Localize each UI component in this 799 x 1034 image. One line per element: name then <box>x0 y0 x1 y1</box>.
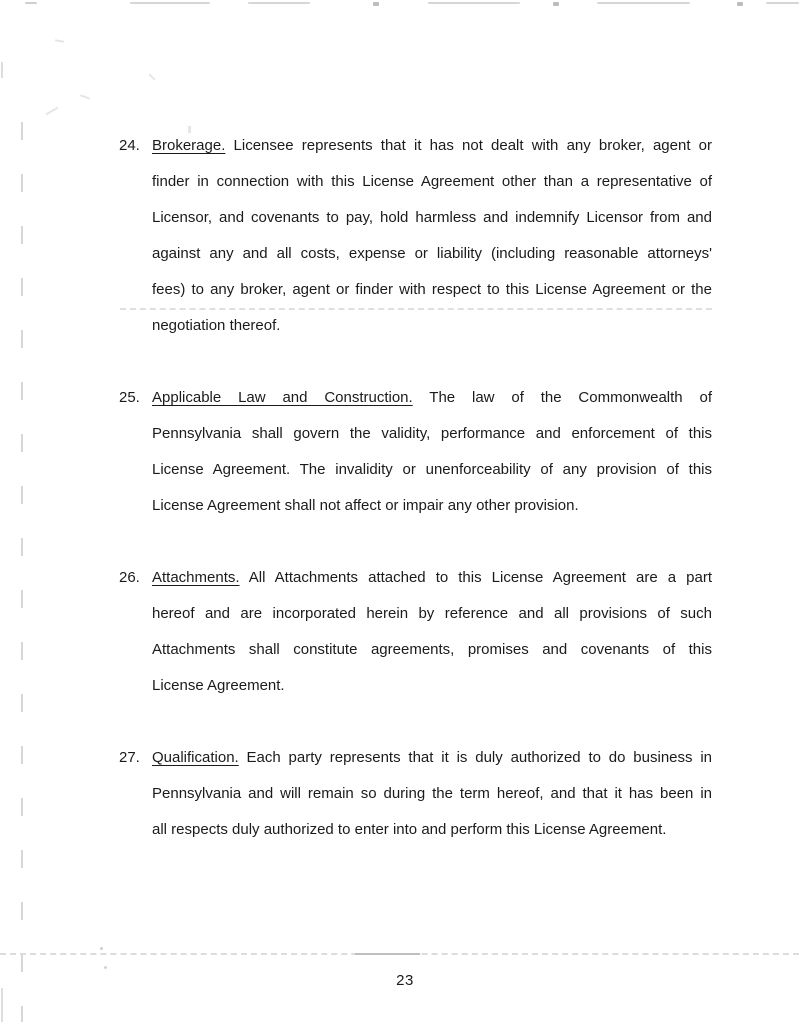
scan-artifact <box>1 62 3 78</box>
text-line: License Agreement shall not affect or impair any other provision. <box>152 497 579 514</box>
text-line: hereof and are incorporated herein by reference and all provisions of such <box>152 605 712 622</box>
paragraph <box>119 380 712 524</box>
page-number: 23 <box>396 972 414 989</box>
text-line: Applicable Law and Construction. The law of the Commonwealth of <box>152 389 712 406</box>
scan-artifact <box>130 2 210 4</box>
text-line: Licensor, and covenants to pay, hold harmless and indemnify Licensor from and <box>152 209 712 226</box>
paragraph-number: 25. <box>119 389 140 406</box>
text-line: Qualification. Each party represents that it is duly authorized to do business in <box>152 749 712 766</box>
section-heading: Qualification. <box>152 749 239 766</box>
paragraph-number: 27. <box>119 749 140 766</box>
scan-artifact <box>597 2 690 4</box>
text-line: Pennsylvania shall govern the validity, performance and enforcement of this <box>152 425 712 442</box>
scan-artifact <box>100 947 103 950</box>
paragraph-number: 26. <box>119 569 140 586</box>
document-body <box>119 128 712 884</box>
scan-artifact <box>553 2 559 6</box>
scan-artifact <box>148 73 155 80</box>
scan-artifact <box>355 953 420 955</box>
text-line: Brokerage. Licensee represents that it has not dealt with any broker, agent or <box>152 137 712 154</box>
scan-artifact <box>21 122 23 1022</box>
scan-artifact <box>25 2 37 4</box>
paragraph <box>119 560 712 704</box>
section-heading: Attachments. <box>152 569 240 586</box>
text-line: negotiation thereof. <box>152 317 281 334</box>
text-line: Attachments shall constitute agreements, promises and covenants of this <box>152 641 712 658</box>
section-heading: Applicable Law and Construction. <box>152 389 413 406</box>
text-line: all respects duly authorized to enter into and perform this License Agreement. <box>152 821 667 838</box>
scan-artifact <box>373 2 379 6</box>
scan-artifact <box>0 953 799 955</box>
scan-artifact <box>80 94 90 99</box>
paragraph <box>119 128 712 344</box>
text-line: Pennsylvania and will remain so during the term hereof, and that it has been in <box>152 785 712 802</box>
text-line: finder in connection with this License Agreement other than a representative of <box>152 173 712 190</box>
scan-artifact <box>45 107 58 116</box>
scan-artifact <box>737 2 743 6</box>
text-line: fees) to any broker, agent or finder with respect to this License Agreement or the <box>152 281 712 298</box>
scan-artifact <box>428 2 520 4</box>
section-heading: Brokerage. <box>152 137 226 154</box>
text-line: License Agreement. <box>152 677 285 694</box>
text-line: against any and all costs, expense or liability (including reasonable attorneys' <box>152 245 712 262</box>
paragraph-number: 24. <box>119 137 140 154</box>
paragraph <box>119 740 712 848</box>
scan-artifact <box>248 2 310 4</box>
scan-artifact <box>766 2 799 4</box>
text-line: License Agreement. The invalidity or unenforceability of any provision of this <box>152 461 712 478</box>
scan-artifact <box>55 39 64 43</box>
text-line: Attachments. All Attachments attached to this License Agreement are a part <box>152 569 712 586</box>
